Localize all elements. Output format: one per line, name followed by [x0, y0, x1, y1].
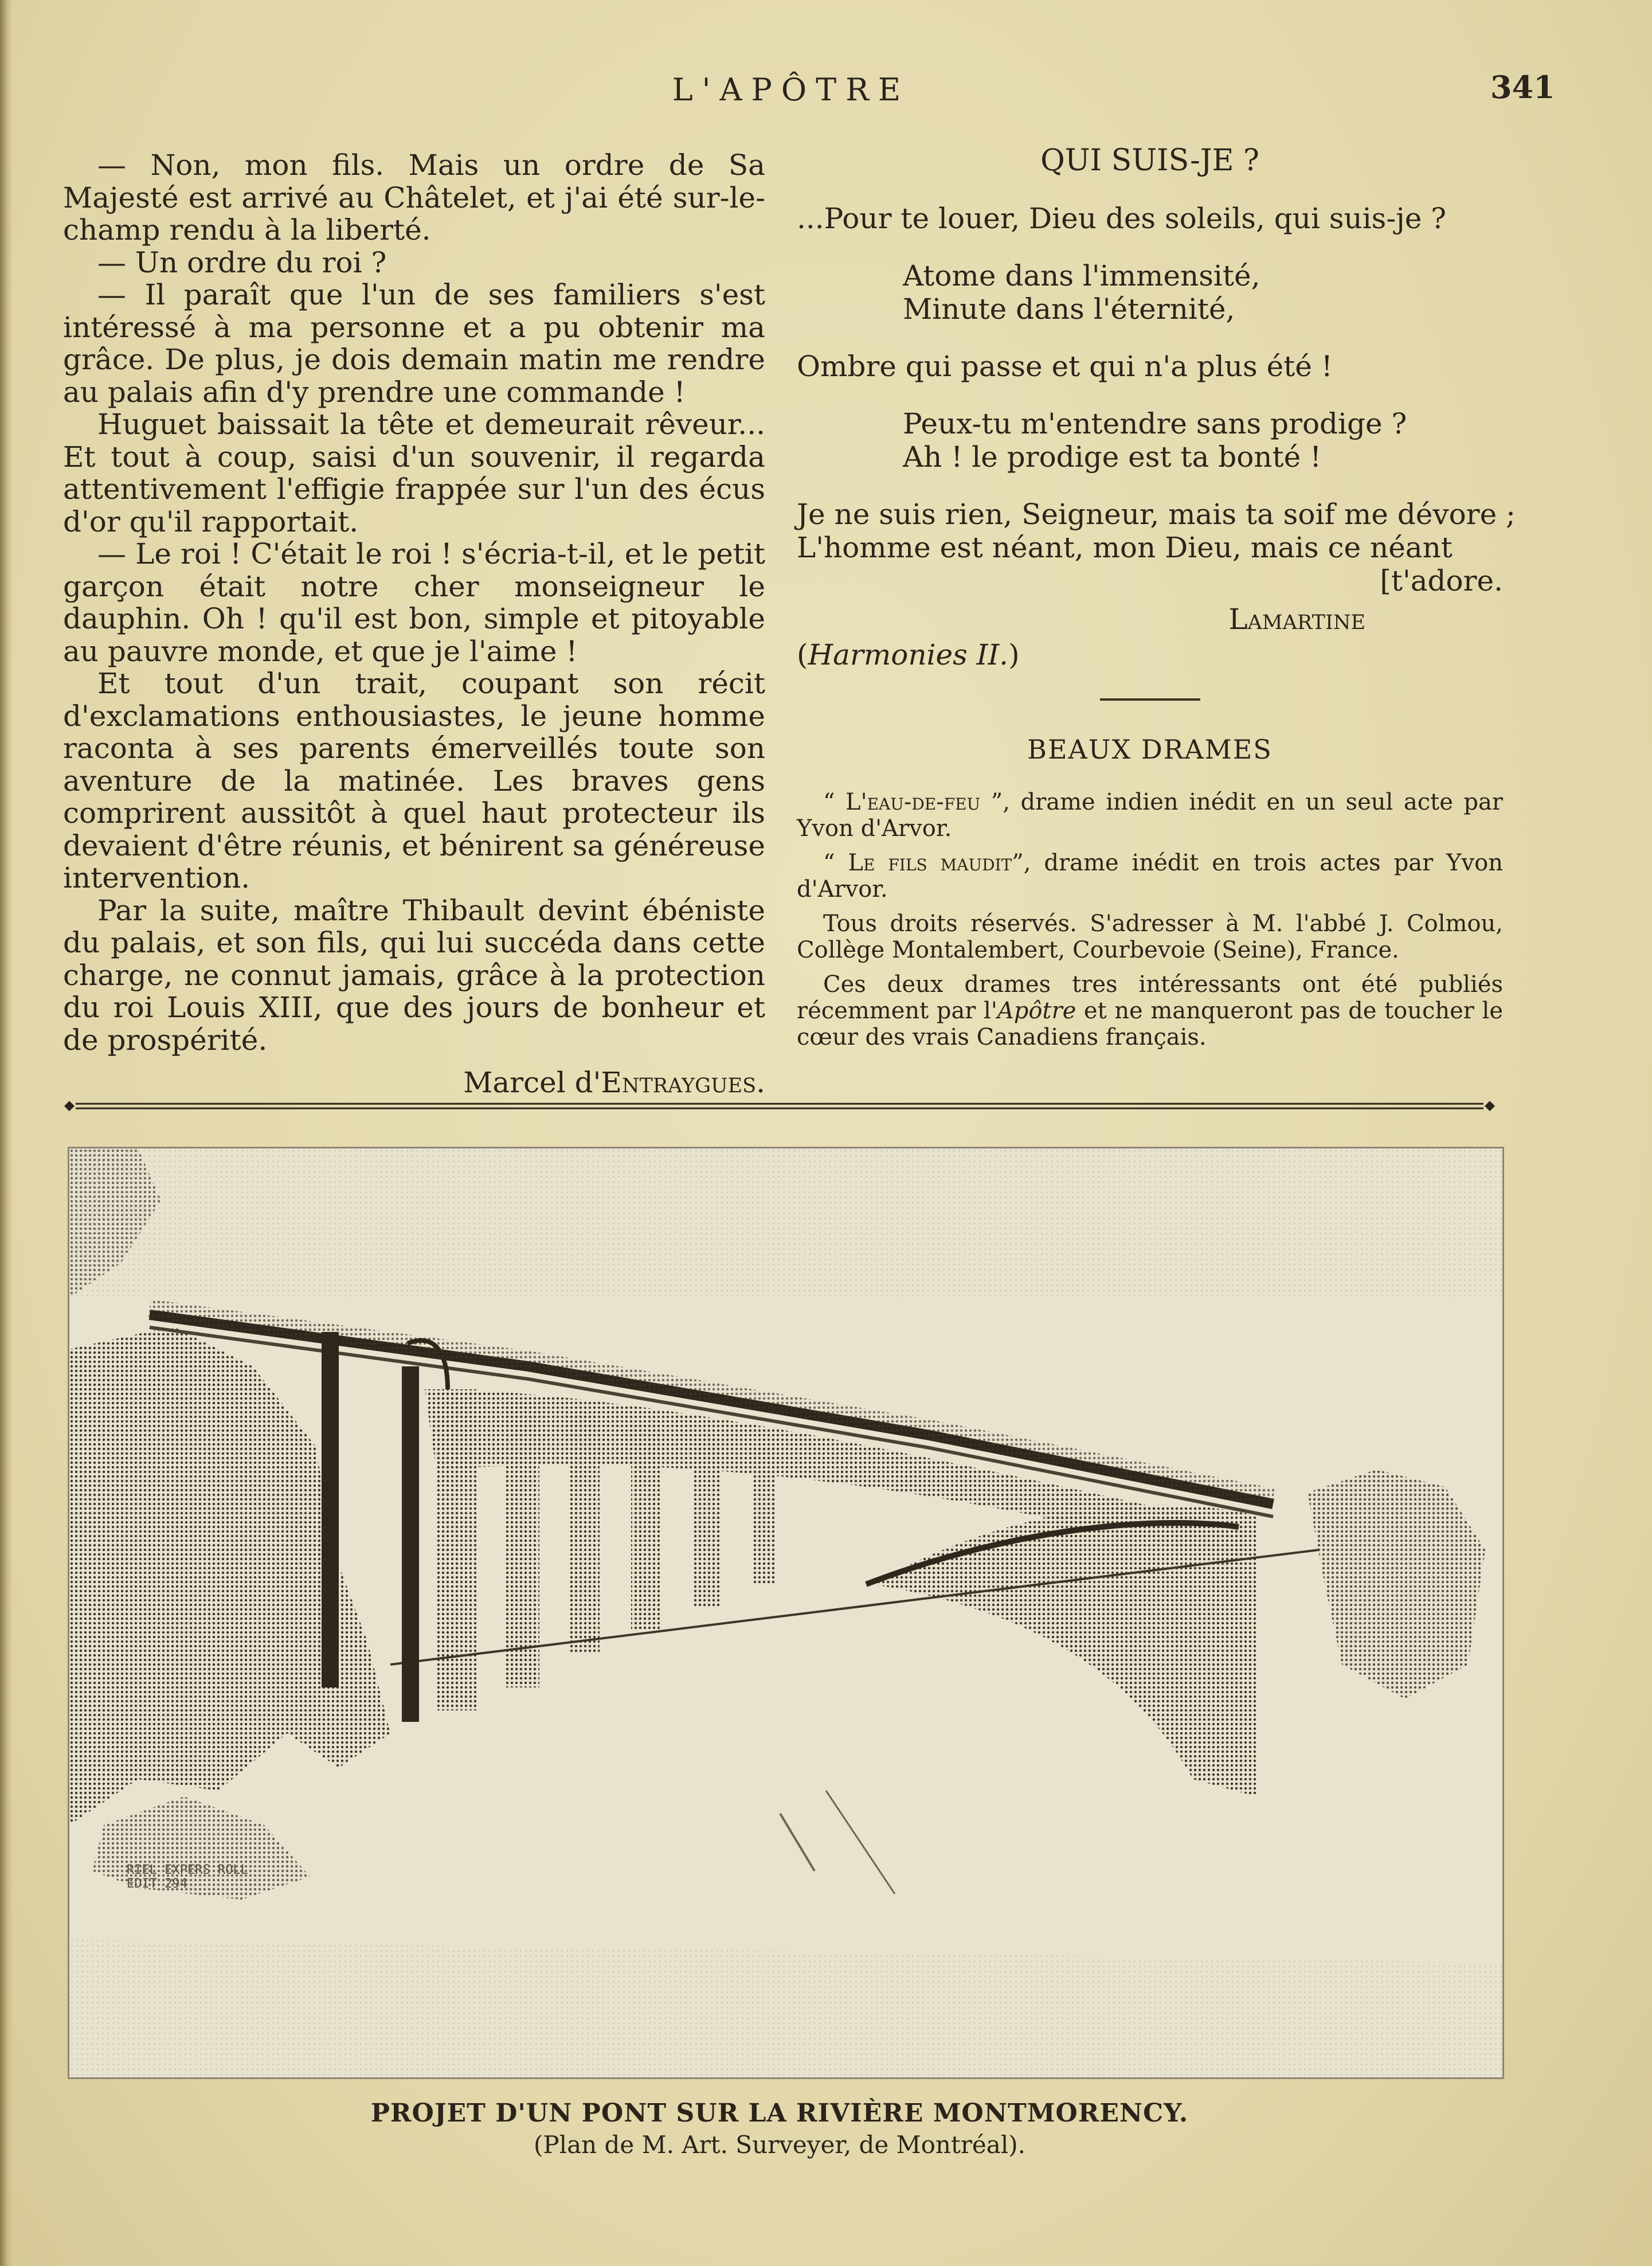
story-column	[63, 149, 765, 1099]
story-signature	[63, 1066, 765, 1099]
drama-notes	[797, 789, 1503, 1050]
source-title: Harmonies II.	[808, 638, 1009, 671]
publication-note	[797, 971, 1503, 1050]
story-paragraph: Par la suite, maître Thibault devint ébéniste du palais, et son fils, qui lui succéda dans cette charge, ne connut jamais, grâce à la protection du roi Louis XIII, que des jours de bonheur et de prospérité.	[63, 893, 765, 1057]
poem-turnover: [t'adore.	[1380, 564, 1503, 597]
poem-line: Atome dans l'immensité,	[903, 259, 1260, 292]
source-paren-close: )	[1008, 638, 1020, 671]
section-divider	[1100, 698, 1200, 701]
note-pre: Ces deux drames tres intéressants ont été publiés récemment par l'	[797, 971, 1503, 1024]
figure-caption-title: PROJET D'UN PONT SUR LA RIVIÈRE MONTMORENCY.	[370, 2099, 1189, 2128]
page-spine-shadow	[0, 0, 13, 2266]
drama-item	[797, 850, 1503, 903]
poem-line: Ombre qui passe et qui n'a plus été !	[797, 350, 1333, 383]
stanza-gap	[797, 326, 1503, 350]
note-post: et ne manqueront pas de toucher le cœur des vrais Canadiens français.	[797, 998, 1504, 1050]
story-paragraph: — Non, mon fils. Mais un ordre de Sa Majesté est arrivé au Châtelet, et j'ai été sur-le-champ rendu à la liberté.	[63, 149, 765, 247]
rights-note: Tous droits réservés. S'adresser à M. l'abbé J. Colmou, Collège Montalembert, Courbevoie (Seine), France.	[797, 911, 1503, 963]
figure-caption-subtitle: (Plan de M. Art. Surveyer, de Montréal).	[534, 2131, 1025, 2159]
drama-description: , drame inédit en trois actes par Yvon d'Arvor.	[797, 850, 1503, 903]
stanza-gap	[797, 474, 1503, 498]
source-paren-open: (	[797, 638, 808, 671]
poem-title: QUI SUIS-JE ?	[1040, 143, 1259, 178]
photo-credit-line: RIEL EXPERS ROLL	[127, 1863, 248, 1878]
drama-item	[797, 789, 1503, 842]
signature-last: Entraygues.	[601, 1066, 765, 1099]
poem-author: Lamartine	[1228, 603, 1365, 636]
right-column	[797, 143, 1516, 1058]
poem-line: Minute dans l'éternité,	[903, 292, 1235, 326]
poem-line: L'homme est néant, mon Dieu, mais ce néant	[797, 531, 1453, 564]
poem-line: Peux-tu m'entendre sans prodige ?	[903, 407, 1407, 440]
stanza-gap	[797, 235, 1503, 259]
story-paragraph: — Un ordre du roi ?	[97, 245, 387, 279]
bridge-photograph	[68, 1147, 1504, 2079]
drama-title: “ L'eau-de-feu ”	[823, 789, 1003, 815]
photo-credit-line: EDIT 294	[127, 1877, 187, 1892]
drama-description: , drame indien inédit en un seul acte par Yvon d'Arvor.	[797, 789, 1503, 842]
bridge-illustration	[69, 1148, 1502, 2077]
drama-title: “ Le fils maudit”	[823, 850, 1024, 876]
story-paragraph: — Il paraît que l'un de ses familiers s'est intéressé à ma personne et a pu obtenir ma grâce. De plus, je dois demain matin me rendre au palais afin d'y prendre une commande !	[63, 278, 765, 409]
stanza-gap	[797, 383, 1503, 407]
poem-line: ...Pour te louer, Dieu des soleils, qui suis-je ?	[797, 202, 1447, 235]
poem-line: Je ne suis rien, Seigneur, mais ta soif me dévore ;	[797, 498, 1516, 531]
photo-credit-mark	[127, 1863, 248, 1891]
journal-name: Apôtre	[997, 998, 1076, 1024]
double-rule-ornament	[63, 1100, 1496, 1112]
signature-first: Marcel d'	[463, 1066, 601, 1099]
page-number: 341	[1490, 69, 1555, 106]
story-paragraph: — Le roi ! C'était le roi ! s'écria-t-il, et le petit garçon était notre cher monseigneur le dauphin. Oh ! qu'il est bon, simple et pitoyable au pauvre monde, et que je l'aime !	[63, 537, 765, 668]
running-head: L'APÔTRE	[672, 72, 910, 108]
section-title: BEAUX DRAMES	[1027, 734, 1273, 765]
story-paragraph: Et tout d'un trait, coupant son récit d'exclamations enthousiastes, le jeune homme raconta à ses parents émerveillés toute son aventure de la matinée. Les braves gens comprirent aussitôt à quel haut protecteur ils devaient d'être réunis, et bénirent sa généreuse intervention.	[63, 667, 765, 894]
story-paragraph: Huguet baissait la tête et demeurait rêveur... Et tout à coup, saisi d'un souvenir, il regarda attentivement l'effigie frappée sur l'un des écus d'or qu'il rapportait.	[63, 408, 765, 538]
poem-line: Ah ! le prodige est ta bonté !	[903, 440, 1322, 474]
poem-source	[797, 638, 1503, 672]
